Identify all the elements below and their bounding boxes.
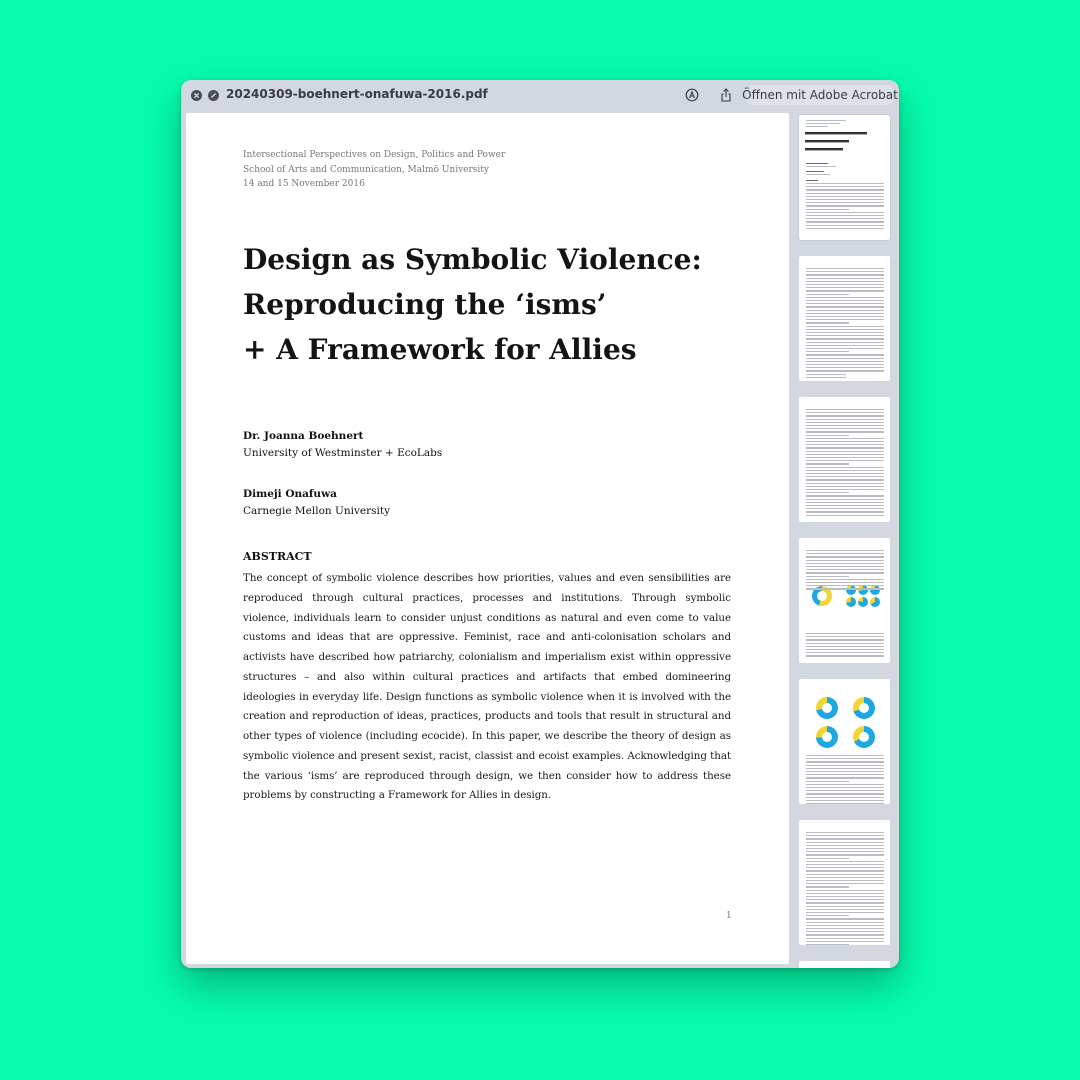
thumbnail-text-line (806, 345, 884, 346)
thumbnail-text-line (806, 893, 884, 894)
thumbnail-text-line (806, 281, 884, 282)
thumbnail-text-line (806, 183, 884, 184)
thumbnail-text-line (806, 550, 884, 551)
thumbnail-text-line (806, 636, 884, 637)
chart-thumbnail-icon (846, 585, 856, 595)
thumbnail-text-line (806, 858, 849, 859)
thumbnail-text-line (806, 215, 884, 216)
thumbnail-text-line (806, 303, 884, 304)
chart-thumbnail-icon (870, 585, 880, 595)
thumbnail-text-line (806, 938, 884, 939)
thumbnail-text-line (806, 768, 884, 769)
thumbnail-text-line (806, 880, 884, 881)
thumbnail-text-line (806, 300, 884, 301)
thumbnail-text-line (806, 572, 884, 573)
thumbnail-text-line (806, 912, 884, 913)
thumbnail-text-line (806, 838, 884, 839)
thumbnail-text-line (806, 441, 884, 442)
thumbnail-text-line (806, 486, 884, 487)
thumbnail-sidebar[interactable] (796, 113, 894, 968)
thumbnail-text-line (806, 771, 884, 772)
thumbnail-text-line (806, 377, 846, 378)
thumbnail-text-line (806, 473, 884, 474)
abstract-text: The concept of symbolic violence describes how priorities, values and even sensibilities are reproduced through cultural practices, processes and institutions. Through symbolic violence, individuals learn to consider unjust conditions as natural and even come to value customs and ideas that are oppressive. Feminist, race and anti-colonisation scholars and activists have described how patriarchy, colonialism and imperialism exist within oppressive structures – and also within cultural practices and artifacts that embed domineering ideologies in everyday life. Design functions as symbolic violence when it is involved with the creation and reproduction of ideas, practices, products and tools that result in structural and other types of violence (including ecocide). In this paper, we describe the theory of design as symbolic violence and present sexist, racist, classist and ecoist examples. Acknowledging that the various ‘isms’ are reproduced through design, we then consider how to address these problems by constructing a Framework for Allies in design. (243, 572, 731, 802)
thumbnail-text-line (806, 338, 884, 339)
thumbnail-text-line (806, 202, 884, 203)
thumbnail-text-line (806, 579, 884, 580)
thumbnail-text-line (806, 212, 884, 213)
chart-thumbnail-icon (858, 585, 868, 595)
thumbnail-text-line (806, 915, 849, 916)
thumbnail-text-line (806, 556, 884, 557)
thumbnail-text-line (806, 415, 884, 416)
author-block (243, 430, 442, 459)
thumbnail-text-line (806, 470, 884, 471)
thumbnail-text-line (806, 326, 884, 327)
author-name: Dimeji Onafuwa (243, 488, 337, 500)
thumbnail-text-line (806, 306, 884, 307)
thumbnail-text-line (806, 329, 884, 330)
chart-thumbnail-icon (853, 697, 875, 719)
document-filename: 20240309-boehnert-onafuwa-2016.pdf (226, 87, 488, 101)
thumbnail-text-line (806, 890, 884, 891)
thumbnail-text-line (806, 479, 884, 480)
thumbnail-text-line (806, 438, 884, 439)
thumbnail-text-line (806, 335, 884, 336)
thumbnail-text-line (806, 505, 884, 506)
thumbnail-text-line (806, 274, 884, 275)
thumbnail-text-line (806, 495, 884, 496)
header-line: Intersectional Perspectives on Design, Politics and Power (243, 150, 506, 160)
thumbnail-text-line (806, 652, 884, 653)
thumbnail-text-line (806, 435, 849, 436)
thumbnail-text-line (806, 842, 884, 843)
title-line: + A Framework for Allies (243, 333, 637, 366)
thumbnail-text-line (806, 425, 884, 426)
page-thumbnail-6[interactable] (799, 820, 890, 945)
thumbnail-text-line (806, 883, 884, 884)
thumbnail-text-line (806, 925, 884, 926)
thumbnail-text-line (806, 867, 884, 868)
thumbnail-text-line (806, 287, 884, 288)
chart-thumbnail-icon (858, 597, 868, 607)
chart-thumbnail-icon (870, 597, 880, 607)
thumbnail-text-line (806, 205, 884, 206)
thumbnail-text-line (806, 412, 884, 413)
minus-icon[interactable] (208, 90, 219, 101)
thumbnail-text-line (806, 585, 884, 586)
thumbnail-text-line (806, 639, 884, 640)
thumbnail-text-line (806, 934, 884, 935)
thumbnail-text-line (806, 790, 884, 791)
thumbnail-text-line (806, 588, 884, 589)
thumbnail-text-line (806, 845, 884, 846)
markup-icon[interactable] (685, 88, 699, 102)
thumbnail-text-line (806, 221, 884, 222)
thumbnail-text-line (806, 793, 884, 794)
thumbnail-text-line (806, 294, 849, 295)
page-number: 1 (726, 911, 732, 921)
header-line: School of Arts and Communication, Malmö University (243, 164, 489, 175)
thumbnail-text-line (806, 451, 884, 452)
page-thumbnail-5[interactable] (799, 679, 890, 804)
thumbnail-text-line (806, 342, 884, 343)
thumbnail-text-line (806, 499, 884, 500)
chart-thumbnail-icon (816, 697, 838, 719)
thumbnail-text-line (806, 515, 884, 516)
thumbnail-text-line (806, 851, 884, 852)
thumbnail-text-line (806, 576, 849, 577)
page-thumbnail-4[interactable] (799, 538, 890, 663)
title-bar (181, 80, 899, 110)
open-with-acrobat-button[interactable]: Öffnen mit Adobe Acrobat (747, 85, 893, 105)
thumbnail-text-line (806, 861, 884, 862)
thumbnail-text-line (806, 870, 884, 871)
author-name: Dr. Joanna Boehnert (243, 430, 364, 442)
author-affiliation: University of Westminster + EcoLabs (243, 447, 443, 459)
thumbnail-text-line (806, 902, 884, 903)
thumbnail-text-line (806, 777, 884, 778)
thumbnail-text-line (806, 297, 884, 298)
thumbnail-text-line (806, 319, 884, 320)
thumbnail-text-line (806, 271, 884, 272)
thumbnail-text-line (806, 332, 884, 333)
thumbnail-text-line (806, 906, 884, 907)
thumbnail-text-line (806, 313, 884, 314)
thumbnail-text-line (806, 502, 884, 503)
thumbnail-text-line (806, 582, 884, 583)
thumbnail-text-line (806, 803, 884, 804)
thumbnail-text-line (806, 199, 884, 200)
thumbnail-text-line (806, 508, 884, 509)
thumbnail-text-line (806, 454, 884, 455)
author-block (243, 488, 390, 517)
thumbnail-text-line (806, 316, 884, 317)
thumbnail-text-line (806, 419, 884, 420)
thumbnail-text-line (806, 193, 884, 194)
author-affiliation: Carnegie Mellon University (243, 505, 391, 517)
thumbnail-text-line (806, 553, 884, 554)
thumbnail-text-line (806, 186, 884, 187)
thumbnail-text-line (806, 268, 884, 269)
thumbnail-text-line (806, 428, 884, 429)
thumbnail-text-line (806, 886, 849, 887)
thumbnail-text-line (806, 787, 884, 788)
thumbnail-text-line (806, 848, 884, 849)
thumbnail-title-lines (805, 132, 875, 156)
thumbnail-text-line (806, 781, 849, 782)
thumbnail-text-line (806, 460, 884, 461)
thumbnail-text-line (806, 463, 849, 464)
thumbnail-text-line (806, 361, 884, 362)
chart-thumbnail-icon (846, 597, 856, 607)
thumbnail-text-line (806, 189, 884, 190)
thumbnail-text-line (806, 218, 884, 219)
paper-title (243, 237, 743, 372)
thumbnail-text-line (806, 944, 849, 945)
thumbnail-text-line (806, 874, 884, 875)
thumbnail-text-line (806, 348, 884, 349)
thumbnail-text-line (806, 284, 884, 285)
thumbnail-text-line (806, 643, 884, 644)
thumbnail-text-line (806, 797, 884, 798)
thumbnail-text-line (806, 755, 884, 756)
preview-window (181, 80, 899, 968)
conference-header (243, 148, 505, 192)
thumbnail-text-line (806, 358, 884, 359)
thumbnail-text-line (806, 422, 884, 423)
thumbnail-text-line (806, 354, 884, 355)
thumbnail-text-line (806, 941, 884, 942)
thumbnail-text-line (806, 931, 884, 932)
chart-thumbnail-icon (816, 726, 838, 748)
thumbnail-text-line (806, 476, 884, 477)
thumbnail-text-line (806, 374, 846, 375)
thumbnail-text-line (806, 364, 884, 365)
close-icon[interactable] (191, 90, 202, 101)
chart-thumbnail-icon (853, 726, 875, 748)
thumbnail-text-line (806, 633, 884, 634)
thumbnail-text-line (806, 774, 884, 775)
thumbnail-text-line (806, 918, 884, 919)
abstract-heading: ABSTRACT (243, 550, 312, 563)
thumbnail-text-line (806, 646, 884, 647)
thumbnail-text-line (806, 225, 884, 226)
thumbnail-text-line (806, 447, 884, 448)
thumbnail-text-line (806, 835, 884, 836)
thumbnail-text-line (806, 569, 884, 570)
thumbnail-text-line (806, 563, 884, 564)
thumbnail-text-line (806, 409, 884, 410)
thumbnail-text-line (806, 278, 884, 279)
thumbnail-text-line (806, 489, 884, 490)
page-thumbnail-1[interactable] (799, 115, 890, 240)
header-line: 14 and 15 November 2016 (243, 179, 365, 189)
thumbnail-text-line (806, 758, 884, 759)
thumbnail-text-line (806, 765, 884, 766)
thumbnail-text-line (806, 351, 849, 352)
thumbnail-text-line (806, 492, 849, 493)
thumbnail-text-line (806, 560, 884, 561)
page-thumbnail-7[interactable] (799, 961, 890, 968)
thumbnail-text-line (806, 909, 884, 910)
document-page[interactable] (186, 113, 789, 964)
thumbnail-text-line (806, 322, 849, 323)
thumbnail-text-line (806, 928, 884, 929)
thumbnail-text-line (806, 800, 884, 801)
page-thumbnail-3[interactable] (799, 397, 890, 522)
thumbnail-text-line (806, 854, 884, 855)
thumbnail-text-line (806, 457, 884, 458)
thumbnail-text-line (806, 467, 884, 468)
thumbnail-text-line (806, 896, 884, 897)
title-line: Design as Symbolic Violence: (243, 243, 702, 276)
thumbnail-text-line (806, 922, 884, 923)
thumbnail-text-line (806, 864, 884, 865)
thumbnail-text-line (806, 566, 884, 567)
page-thumbnail-2[interactable] (799, 256, 890, 381)
title-line: Reproducing the ‘isms’ (243, 288, 607, 321)
thumbnail-text-line (806, 196, 884, 197)
thumbnail-text-line (806, 483, 884, 484)
thumbnail-text-line (806, 444, 884, 445)
thumbnail-text-line (806, 832, 884, 833)
thumbnail-text-line (806, 228, 884, 229)
share-icon[interactable] (719, 88, 733, 102)
thumbnail-text-line (806, 655, 884, 656)
thumbnail-text-line (806, 310, 884, 311)
thumbnail-text-line (806, 877, 884, 878)
thumbnail-text-line (806, 761, 884, 762)
thumbnail-text-line (806, 649, 884, 650)
thumbnail-text-line (806, 511, 884, 512)
thumbnail-text-line (806, 370, 884, 371)
thumbnail-text-line (806, 209, 849, 210)
thumbnail-text-line (806, 431, 884, 432)
thumbnail-text-line (806, 899, 884, 900)
thumbnail-text-line (806, 784, 884, 785)
thumbnail-text-line (806, 290, 884, 291)
thumbnail-text-line (806, 367, 884, 368)
